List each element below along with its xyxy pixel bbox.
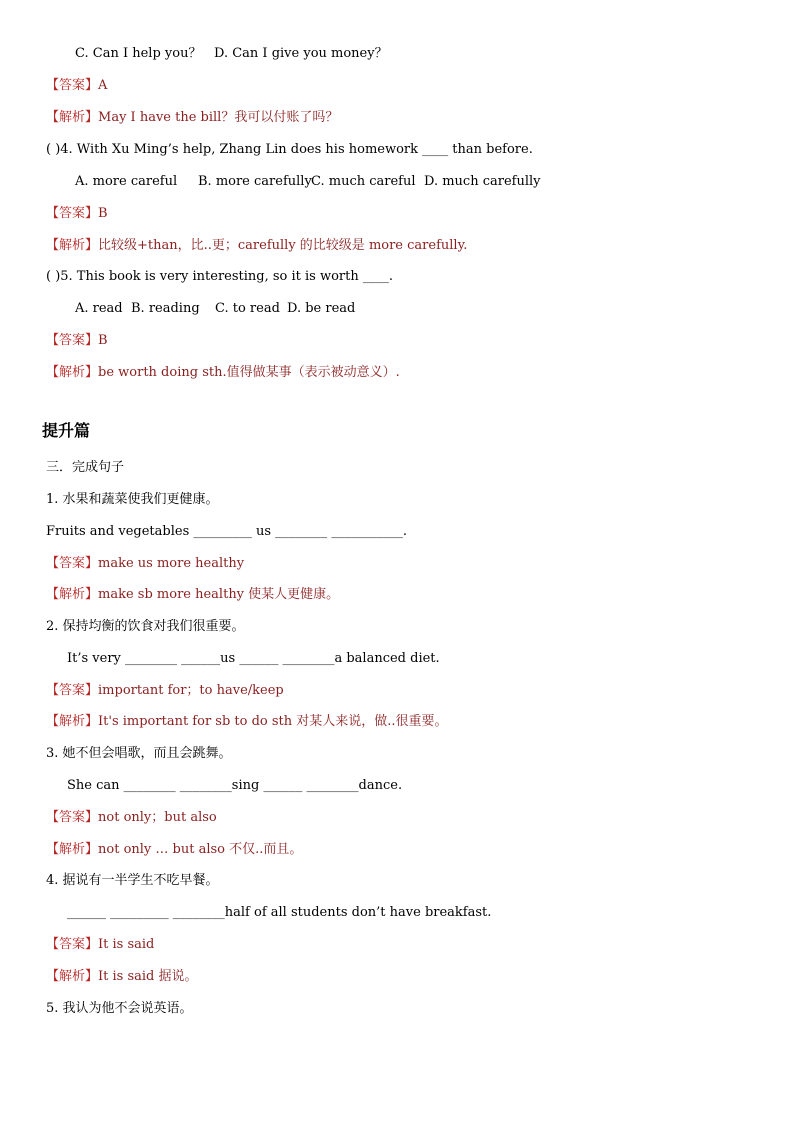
item-5-prompt: 5. 我认为他不会说英语。 (46, 1001, 193, 1016)
analysis-label: 【解析】 (46, 969, 99, 984)
part-title: 三．完成句子 (46, 460, 125, 475)
item-2-answer (46, 683, 284, 699)
q4-answer (46, 206, 108, 222)
q4-option-c: C. much careful (311, 174, 416, 189)
q4-answer-text: B (98, 206, 108, 221)
answer-label: 【答案】 (46, 556, 99, 571)
item-1-fill: Fruits and vegetables _________ us ________ ___________. (46, 524, 407, 539)
q5-option-a: A. read (75, 301, 123, 316)
item-1-analysis-text: make sb more healthy 使某人更健康。 (98, 587, 340, 602)
item-1-prompt: 1. 水果和蔬菜使我们更健康。 (46, 492, 219, 507)
q5-stem: ( )5. This book is very interesting, so it is worth ____. (46, 269, 393, 284)
item-1-answer (46, 556, 244, 572)
q3-analysis-text: May I have the bill？我可以付账了吗？ (98, 110, 339, 125)
item-4-answer (46, 937, 154, 953)
item-3-fill: She can ________ ________sing ______ ________dance. (67, 778, 403, 793)
q3-option-c: C. Can I help you？ (75, 46, 202, 61)
answer-label: 【答案】 (46, 810, 99, 825)
q5-option-b: B. reading (131, 301, 200, 316)
item-2-analysis-text: It's important for sb to do sth 对某人来说，做..很重要。 (98, 714, 448, 729)
item-3-analysis-text: not only … but also 不仅..而且。 (98, 842, 303, 857)
item-2-prompt: 2. 保持均衡的饮食对我们很重要。 (46, 619, 245, 634)
q3-answer (46, 78, 107, 94)
item-2-fill: It’s very ________ ______us ______ ________a balanced diet. (67, 651, 440, 666)
item-2-answer-text: important for；to have/keep (98, 683, 284, 698)
item-4-analysis (46, 969, 198, 985)
q3-analysis (46, 110, 338, 126)
answer-label: 【答案】 (46, 683, 99, 698)
answer-label: 【答案】 (46, 333, 99, 348)
analysis-label: 【解析】 (46, 365, 99, 380)
q4-option-b: B. more carefully (198, 174, 312, 189)
q5-answer (46, 333, 108, 349)
item-1-analysis (46, 587, 339, 603)
analysis-label: 【解析】 (46, 714, 99, 729)
item-4-answer-text: It is said (98, 937, 155, 952)
item-3-answer (46, 810, 217, 826)
q5-analysis-text: be worth doing sth.值得做某事（表示被动意义）. (98, 365, 400, 380)
q5-option-d: D. be read (287, 301, 356, 316)
q4-stem: ( )4. With Xu Ming’s help, Zhang Lin does his homework ____ than before. (46, 142, 533, 157)
item-1-answer-text: make us more healthy (98, 556, 245, 571)
analysis-label: 【解析】 (46, 587, 99, 602)
answer-label: 【答案】 (46, 937, 99, 952)
item-4-prompt: 4. 据说有一半学生不吃早餐。 (46, 873, 219, 888)
item-3-prompt: 3. 她不但会唱歌，而且会跳舞。 (46, 746, 232, 761)
answer-label: 【答案】 (46, 78, 99, 93)
q3-option-d: D. Can I give you money？ (214, 46, 388, 61)
q3-answer-text: A (98, 78, 108, 93)
analysis-label: 【解析】 (46, 110, 99, 125)
q4-option-a: A. more careful (75, 174, 178, 189)
analysis-label: 【解析】 (46, 238, 99, 253)
item-3-answer-text: not only；but also (98, 810, 217, 825)
analysis-label: 【解析】 (46, 842, 99, 857)
item-4-fill: ______ _________ ________half of all students don’t have breakfast. (67, 905, 492, 920)
q5-option-c: C. to read (215, 301, 280, 316)
q5-answer-text: B (98, 333, 108, 348)
q4-option-d: D. much carefully (424, 174, 541, 189)
q4-analysis (46, 238, 467, 254)
q4-analysis-text: 比较级+than，比..更；carefully 的比较级是 more carefully. (98, 238, 468, 253)
item-2-analysis (46, 714, 448, 730)
item-4-analysis-text: It is said 据说。 (98, 969, 198, 984)
item-3-analysis (46, 842, 302, 858)
answer-label: 【答案】 (46, 206, 99, 221)
q5-analysis (46, 365, 400, 381)
section-title: 提升篇 (42, 421, 91, 440)
